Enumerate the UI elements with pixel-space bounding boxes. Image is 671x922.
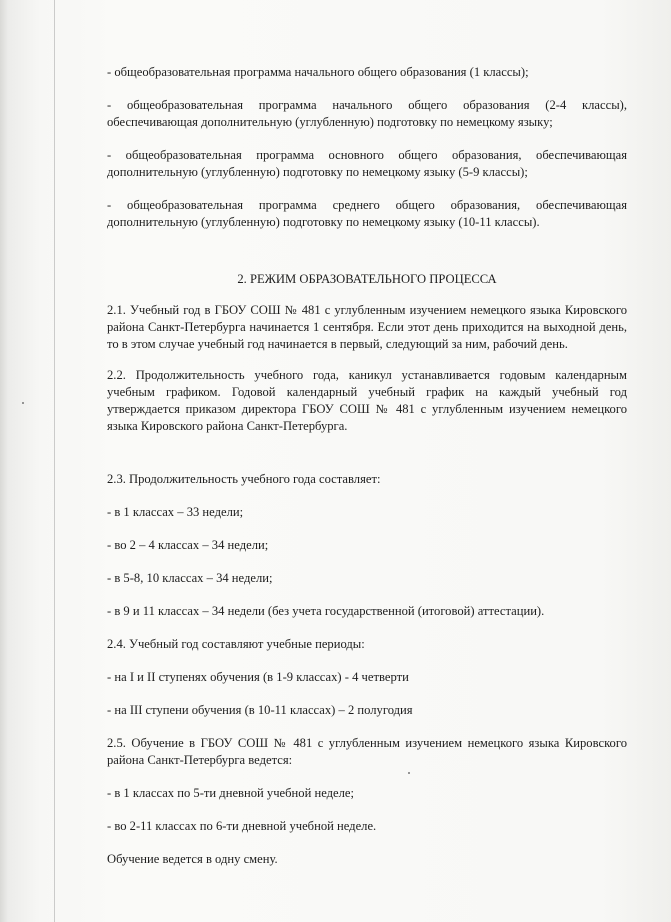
paragraph-2-5-intro: 2.5. Обучение в ГБОУ СОШ № 481 с углубленным изучением немецкого языка Кировского района Санкт-Петербурга ведется:: [107, 736, 627, 767]
period-item: - на III ступени обучения (в 10-11 классах) – 2 полугодия: [107, 703, 413, 717]
duration-item: - в 1 классах – 33 недели;: [107, 505, 244, 519]
duration-item: - во 2 – 4 классах – 34 недели;: [107, 538, 269, 552]
duration-item: - в 5-8, 10 классах – 34 недели;: [107, 571, 273, 585]
paragraph-2-3-intro: 2.3. Продолжительность учебного года составляет:: [107, 472, 381, 486]
program-item: - общеобразовательная программа начального общего образования (2-4 классы), обеспечивающая дополнительную (углубленную) подготовку по немецкому языку;: [107, 98, 627, 129]
paragraph-2-1: 2.1. Учебный год в ГБОУ СОШ № 481 с углубленным изучением немецкого языка Кировского района Санкт-Петербурга начинается 1 сентября. Если этот день приходится на выходной день, то в этом случае учебный год начинается в первый, следующий за ним, рабочий день.: [107, 303, 627, 351]
week-item: - во 2-11 классах по 6-ти дневной учебной неделе.: [107, 819, 377, 833]
program-item: - общеобразовательная программа основного общего образования, обеспечивающая дополнительную (углубленную) подготовку по немецкому языку (5-9 классы);: [107, 148, 627, 179]
week-item: - в 1 классах по 5-ти дневной учебной неделе;: [107, 786, 355, 800]
page-fold-line: [54, 0, 55, 922]
scan-speck: [22, 402, 24, 404]
shift-note: Обучение ведется в одну смену.: [107, 852, 278, 866]
paragraph-2-4-intro: 2.4. Учебный год составляют учебные периоды:: [107, 637, 365, 651]
period-item: - на I и II ступенях обучения (в 1-9 классах) - 4 четверти: [107, 670, 409, 684]
document-body: [107, 64, 627, 868]
section-heading: 2. РЕЖИМ ОБРАЗОВАТЕЛЬНОГО ПРОЦЕССА: [237, 272, 497, 286]
program-item: - общеобразовательная программа среднего общего образования, обеспечивающая дополнительную (углубленную) подготовку по немецкому языку (10-11 классы).: [107, 198, 627, 229]
duration-item: - в 9 и 11 классах – 34 недели (без учета государственной (итоговой) аттестации).: [107, 604, 545, 618]
program-item: - общеобразовательная программа начального общего образования (1 классы);: [107, 65, 529, 79]
paragraph-2-2: 2.2. Продолжительность учебного года, каникул устанавливается годовым календарным учебным графиком. Годовой календарный учебный график на каждый учебный год утверждается приказом директора ГБОУ СОШ № 481 с углубленным изучением немецкого языка Кировского района Санкт-Петербурга.: [107, 368, 627, 433]
